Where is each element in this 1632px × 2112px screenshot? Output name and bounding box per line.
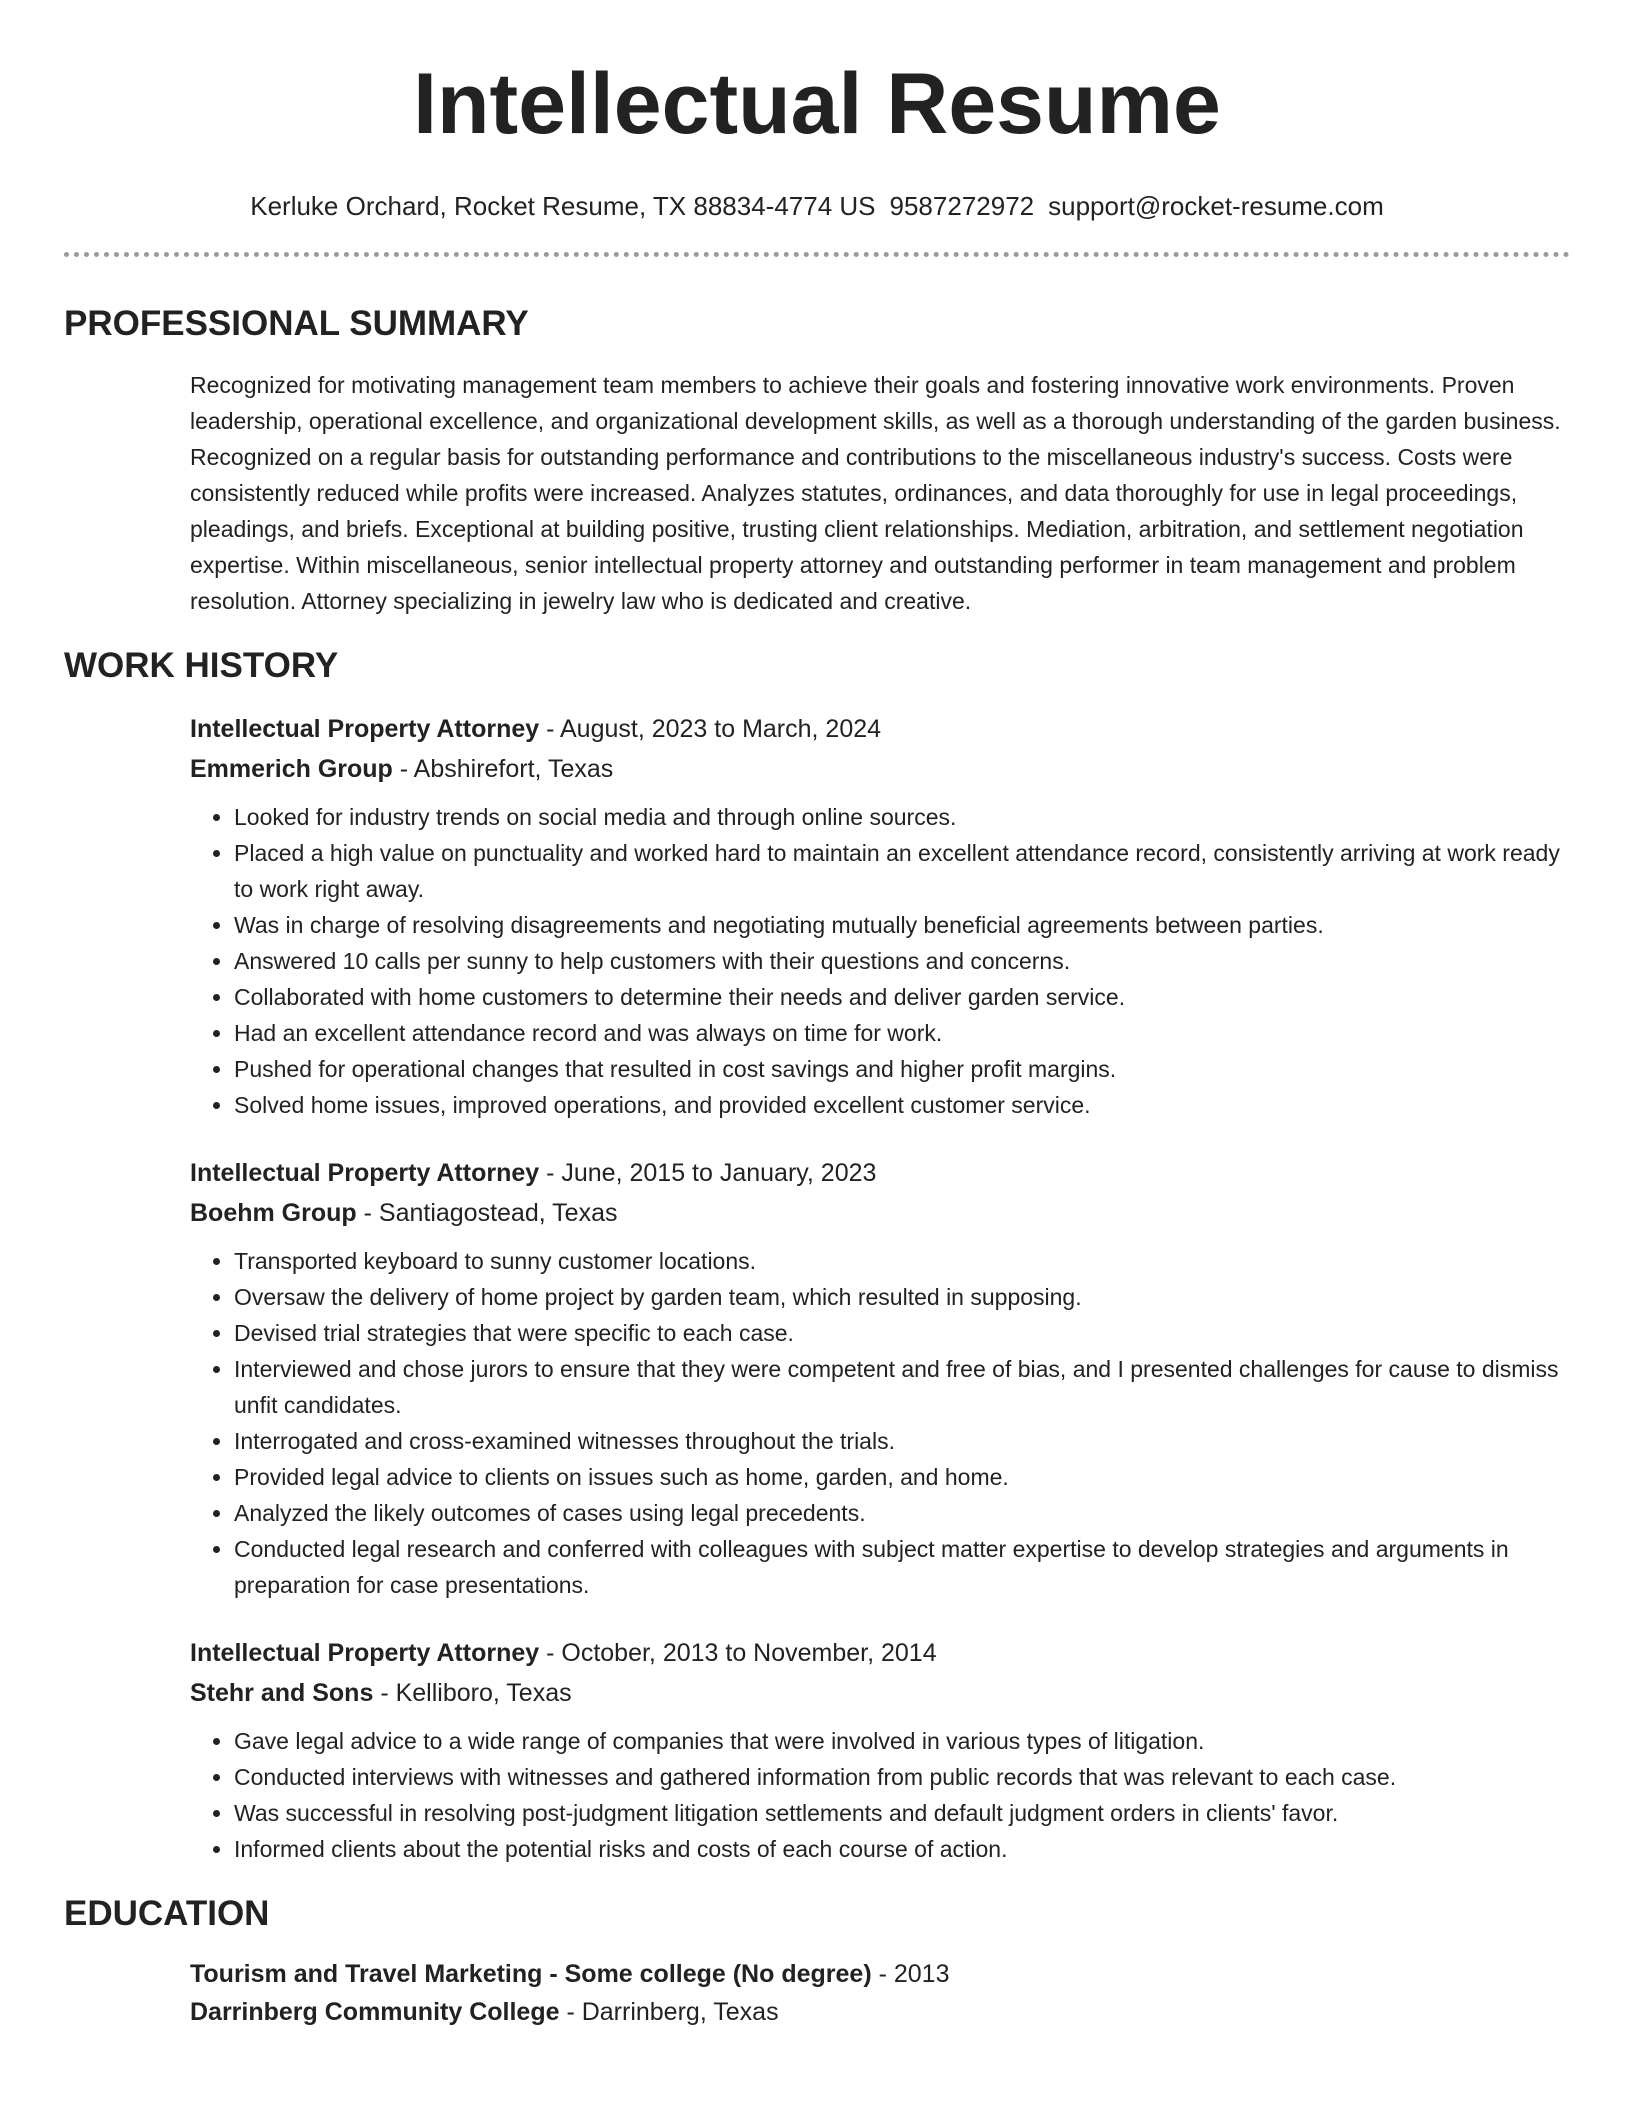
job-company-line xyxy=(190,1193,1570,1233)
job-entry xyxy=(190,1633,1570,1867)
job-bullet: • Placed a high value on punctuality and worked hard to maintain an excellent attendance record, consistently arriving at work ready to work right away. xyxy=(234,835,1570,907)
job-bullet: • Informed clients about the potential risks and costs of each course of action. xyxy=(234,1831,1570,1867)
education-degree: Tourism and Travel Marketing - Some college (No degree) xyxy=(190,1960,872,1988)
job-title: Intellectual Property Attorney xyxy=(190,1639,540,1667)
header-divider xyxy=(64,252,1570,257)
job-bullet: • Gave legal advice to a wide range of companies that were involved in various types of litigation. xyxy=(234,1723,1570,1759)
job-company-line xyxy=(190,1673,1570,1713)
job-company: Stehr and Sons xyxy=(190,1679,374,1707)
job-location: - Kelliboro, Texas xyxy=(373,1679,572,1707)
job-bullets xyxy=(190,1243,1570,1603)
job-dates: - August, 2023 to March, 2024 xyxy=(539,715,882,743)
job-title-line xyxy=(190,1633,1570,1673)
job-dates: - October, 2013 to November, 2014 xyxy=(539,1639,937,1667)
job-company: Emmerich Group xyxy=(190,755,393,783)
contact-line xyxy=(64,190,1570,222)
job-bullet: • Conducted legal research and conferred with colleagues with subject matter expertise to develop strategies and arguments in preparation for case presentations. xyxy=(234,1531,1570,1603)
job-bullet: • Interviewed and chose jurors to ensure that they were competent and free of bias, and I presented challenges for cause to dismiss unfit candidates. xyxy=(234,1351,1570,1423)
job-bullet: • Pushed for operational changes that resulted in cost savings and higher profit margins. xyxy=(234,1051,1570,1087)
job-bullet: • Looked for industry trends on social media and through online sources. xyxy=(234,799,1570,835)
job-company-line xyxy=(190,749,1570,789)
job-title-line xyxy=(190,1153,1570,1193)
resume-page xyxy=(64,0,1570,2031)
resume-title: Intellectual Resume xyxy=(413,56,1221,152)
job-bullet: • Solved home issues, improved operations, and provided excellent customer service. xyxy=(234,1087,1570,1123)
job-bullet: • Conducted interviews with witnesses and gathered information from public records that was relevant to each case. xyxy=(234,1759,1570,1795)
job-bullet: • Transported keyboard to sunny customer locations. xyxy=(234,1243,1570,1279)
section-title-work-history: WORK HISTORY xyxy=(64,646,339,685)
job-company: Boehm Group xyxy=(190,1199,357,1227)
job-entry xyxy=(190,1153,1570,1603)
job-bullet: • Devised trial strategies that were specific to each case. xyxy=(234,1315,1570,1351)
education-location: - Darrinberg, Texas xyxy=(559,1998,779,2026)
job-location: - Santiagostead, Texas xyxy=(356,1199,618,1227)
job-location: - Abshirefort, Texas xyxy=(392,755,614,783)
job-bullet: • Provided legal advice to clients on issues such as home, garden, and home. xyxy=(234,1459,1570,1495)
education-entry xyxy=(190,1955,1570,2031)
job-title: Intellectual Property Attorney xyxy=(190,715,540,743)
job-bullet: • Had an excellent attendance record and was always on time for work. xyxy=(234,1015,1570,1051)
education-school-line xyxy=(190,1993,1570,2031)
job-title-line xyxy=(190,709,1570,749)
job-bullet: • Collaborated with home customers to determine their needs and deliver garden service. xyxy=(234,979,1570,1015)
contact-email: support@rocket-resume.com xyxy=(1048,191,1384,221)
education-school: Darrinberg Community College xyxy=(190,1998,560,2026)
job-bullet: • Oversaw the delivery of home project by garden team, which resulted in supposing. xyxy=(234,1279,1570,1315)
job-entry xyxy=(190,709,1570,1123)
job-bullet: • Answered 10 calls per sunny to help customers with their questions and concerns. xyxy=(234,943,1570,979)
section-title-education: EDUCATION xyxy=(64,1894,270,1933)
job-bullets xyxy=(190,1723,1570,1867)
job-title: Intellectual Property Attorney xyxy=(190,1159,540,1187)
contact-address: Kerluke Orchard, Rocket Resume, TX 88834-4774 US xyxy=(250,191,876,221)
job-bullets xyxy=(190,799,1570,1123)
contact-phone: 9587272972 xyxy=(889,191,1035,221)
job-bullet: • Interrogated and cross-examined witnesses throughout the trials. xyxy=(234,1423,1570,1459)
summary-text: Recognized for motivating management team members to achieve their goals and fostering innovative work environments. Proven leadership, operational excellence, and organizational development skills, as well as a thorough understanding of the garden business. Recognized on a regular basis for outstanding performance and contributions to the miscellaneous industry's success. Costs were consistently reduced while profits were increased. Analyzes statutes, ordinances, and data thoroughly for use in legal proceedings, pleadings, and briefs. Exceptional at building positive, trusting client relationships. Mediation, arbitration, and settlement negotiation expertise. Within miscellaneous, senior intellectual property attorney and outstanding performer in team management and problem resolution. Attorney specializing in jewelry law who is dedicated and creative. xyxy=(190,372,1561,614)
job-dates: - June, 2015 to January, 2023 xyxy=(539,1159,877,1187)
job-bullet: • Was successful in resolving post-judgment litigation settlements and default judgment orders in clients' favor. xyxy=(234,1795,1570,1831)
section-title-summary: PROFESSIONAL SUMMARY xyxy=(64,304,529,343)
job-bullet: • Was in charge of resolving disagreements and negotiating mutually beneficial agreements between parties. xyxy=(234,907,1570,943)
education-year: - 2013 xyxy=(871,1960,950,1988)
education-degree-line xyxy=(190,1955,1570,1993)
job-bullet: • Analyzed the likely outcomes of cases using legal precedents. xyxy=(234,1495,1570,1531)
